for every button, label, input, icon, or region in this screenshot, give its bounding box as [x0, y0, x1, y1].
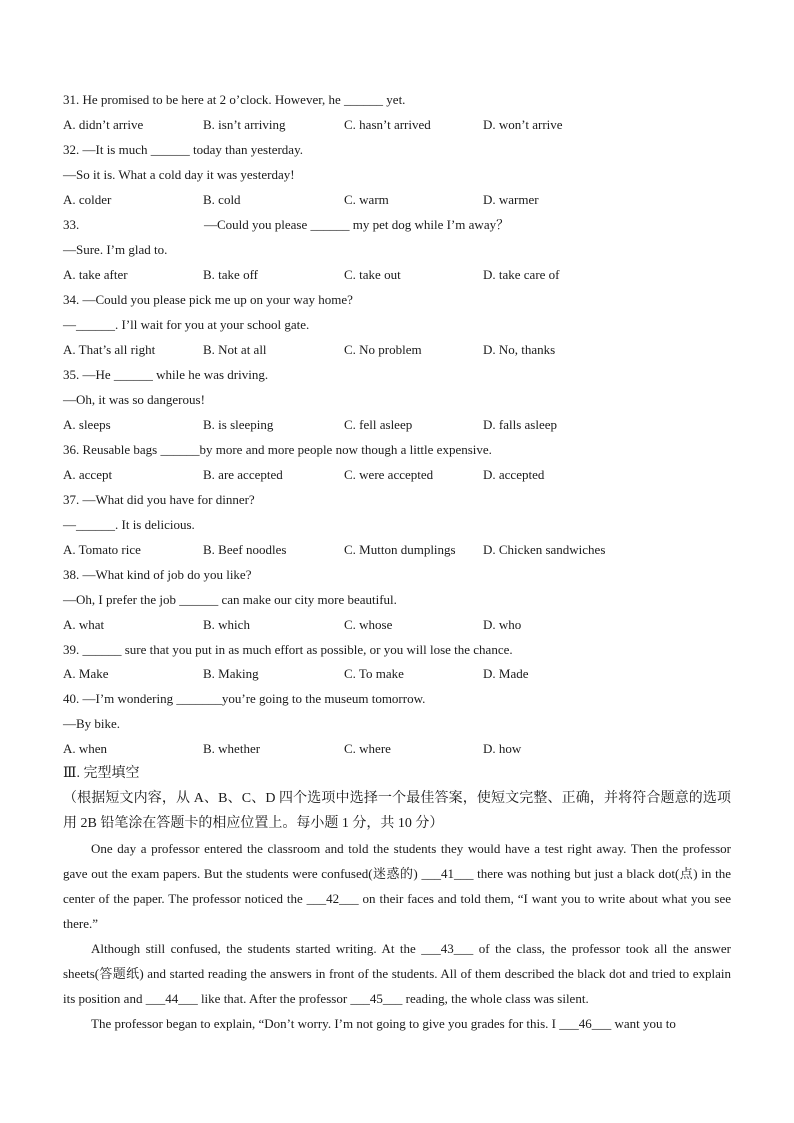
option-a: A. what: [63, 617, 105, 632]
option-b: B. Not at all: [203, 342, 267, 357]
option-d: D. Made: [483, 666, 529, 681]
question-37-stem: 37. —What did you have for dinner?: [63, 492, 255, 507]
question-38-response: —Oh, I prefer the job ______ can make our city more beautiful.: [63, 592, 397, 607]
option-a: A. accept: [63, 467, 113, 482]
question-37-options: [63, 542, 731, 558]
option-b: B. whether: [203, 741, 261, 756]
option-a: A. Make: [63, 666, 109, 681]
question-35-stem: 35. —He ______ while he was driving.: [63, 367, 269, 382]
option-c: C. Mutton dumplings: [344, 542, 456, 557]
option-d: D. accepted: [483, 467, 545, 482]
option-d: D. won’t arrive: [483, 117, 563, 132]
option-b: B. is sleeping: [203, 417, 274, 432]
question-35-options: [63, 417, 731, 433]
option-b: B. Making: [203, 666, 259, 681]
option-a: A. didn’t arrive: [63, 117, 144, 132]
option-b: B. cold: [203, 192, 241, 207]
question-36-stem: 36. Reusable bags ______by more and more people now though a little expensive.: [63, 442, 492, 457]
question-39-stem: 39. ______ sure that you put in as much effort as possible, or you will lose the chance.: [63, 642, 513, 657]
question-40-response: —By bike.: [63, 716, 121, 731]
option-c: C. To make: [344, 666, 404, 681]
option-b: B. are accepted: [203, 467, 283, 482]
option-a: A. take after: [63, 267, 128, 282]
option-c: C. where: [344, 741, 391, 756]
question-33-stem: —Could you please ______ my pet dog while I’m away？: [204, 217, 510, 232]
passage-paragraph-1: One day a professor entered the classroom and told the students they would have a test right away. Then the professor gave out the exam papers. But the students were confused(迷惑的) ___41___ there was nothing but just a black dot(点) in the center of the paper. The professor noticed the ___42___ on their faces and told them, “I want you to write about what you see there.”: [63, 841, 731, 931]
question-33-response: —Sure. I’m glad to.: [63, 242, 168, 257]
question-33-number: 33.: [63, 217, 80, 232]
option-c: C. take out: [344, 267, 401, 282]
option-d: D. warmer: [483, 192, 539, 207]
section-heading: Ⅲ. 完型填空: [63, 766, 140, 781]
option-a: A. Tomato rice: [63, 542, 141, 557]
question-38-options: [63, 617, 731, 633]
option-b: B. isn’t arriving: [203, 117, 286, 132]
option-c: C. No problem: [344, 342, 422, 357]
option-a: A. colder: [63, 192, 112, 207]
question-32-stem: 32. —It is much ______ today than yesterday.: [63, 142, 303, 157]
option-a: A. That’s all right: [63, 342, 156, 357]
option-c: C. whose: [344, 617, 393, 632]
question-32-response: —So it is. What a cold day it was yesterday!: [63, 167, 295, 182]
option-b: B. Beef noodles: [203, 542, 287, 557]
option-d: D. take care of: [483, 267, 560, 282]
option-d: D. falls asleep: [483, 417, 558, 432]
question-31-stem: 31. He promised to be here at 2 o’clock. However, he ______ yet.: [63, 92, 406, 107]
question-34-stem: 34. —Could you please pick me up on your way home?: [63, 292, 353, 307]
question-38-stem: 38. —What kind of job do you like?: [63, 567, 252, 582]
option-b: B. take off: [203, 267, 258, 282]
option-c: C. fell asleep: [344, 417, 413, 432]
question-36-options: [63, 467, 731, 483]
option-c: C. warm: [344, 192, 389, 207]
passage-paragraph-3: The professor began to explain, “Don’t worry. I’m not going to give you grades for this. I ___46___ want you to: [91, 1016, 676, 1031]
question-31-options: [63, 117, 731, 133]
passage-paragraph-2: Although still confused, the students started writing. At the ___43___ of the class, the professor took all the answer sheets(答题纸) and started reading the answers in front of the students. All of them described the black dot and tried to explain its position and ___44___ like that. After the professor ___45___ reading, the whole class was silent.: [63, 941, 731, 1006]
question-34-response: —______. I’ll wait for you at your school gate.: [63, 317, 310, 332]
option-a: A. when: [63, 741, 108, 756]
option-d: D. Chicken sandwiches: [483, 542, 606, 557]
option-d: D. who: [483, 617, 522, 632]
option-d: D. No, thanks: [483, 342, 556, 357]
option-d: D. how: [483, 741, 522, 756]
option-b: B. which: [203, 617, 250, 632]
question-34-options: [63, 342, 731, 358]
question-40-options: [63, 741, 731, 757]
question-33-options: [63, 267, 731, 283]
option-c: C. were accepted: [344, 467, 434, 482]
question-40-stem: 40. —I’m wondering _______you’re going to the museum tomorrow.: [63, 691, 426, 706]
option-c: C. hasn’t arrived: [344, 117, 431, 132]
question-39-options: [63, 666, 731, 682]
option-a: A. sleeps: [63, 417, 111, 432]
question-32-options: [63, 192, 731, 208]
question-35-response: —Oh, it was so dangerous!: [63, 392, 205, 407]
question-37-response: —______. It is delicious.: [63, 517, 195, 532]
section-instructions: （根据短文内容，从 A、B、C、D 四个选项中选择一个最佳答案，使短文完整、正确，并将符合题意的选项用 2B 铅笔涂在答题卡的相应位置上。每小题 1 分，共 10 分）: [63, 791, 731, 831]
